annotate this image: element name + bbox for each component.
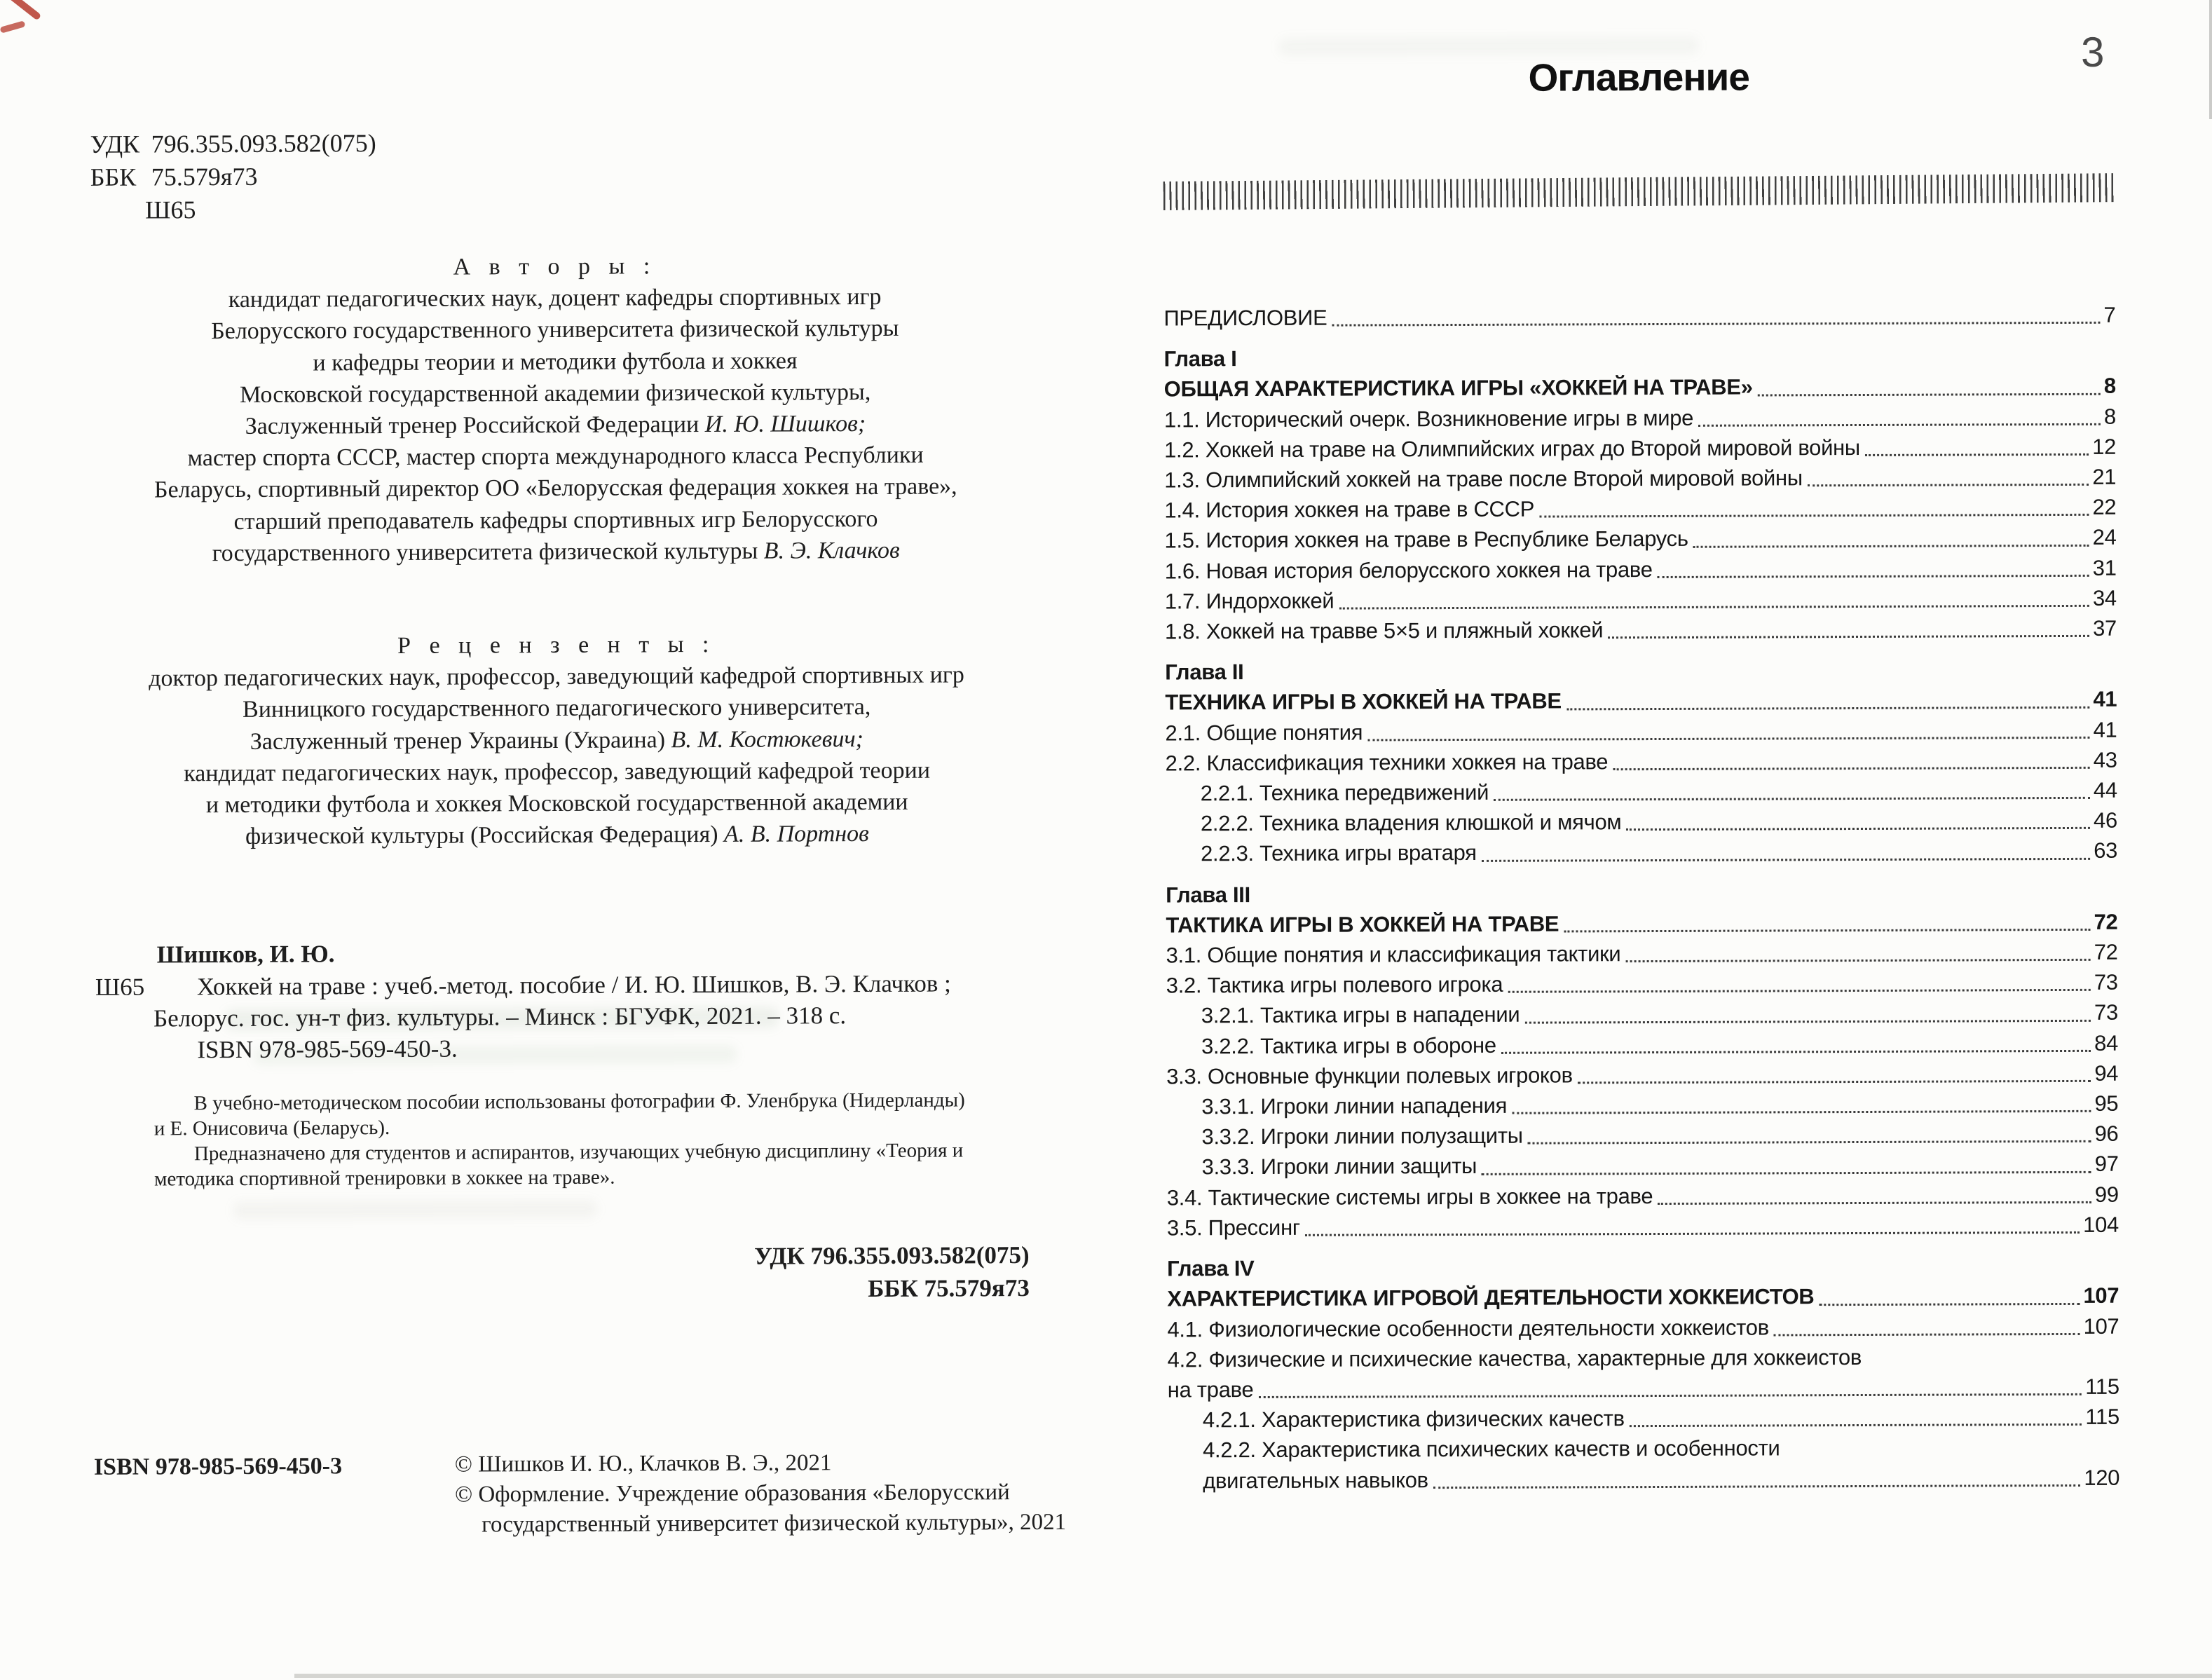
leader-dots	[1501, 1050, 2091, 1054]
toc-entry: 1.4. История хоккея на траве в СССР 22	[1164, 494, 2117, 523]
catalog-codes-top	[90, 127, 377, 227]
toc-title: Оглавление	[1528, 55, 1749, 100]
authors-heading: А в т о р ы :	[453, 253, 657, 280]
leader-dots	[1305, 1231, 2080, 1236]
toc-entry: 2.2.3. Техника игры вратаря 63	[1201, 838, 2118, 866]
toc-entry: двигательных навыков 120	[1203, 1465, 2120, 1493]
leader-dots	[1367, 737, 2089, 742]
catalog-codes-bottom	[754, 1238, 1030, 1306]
author-line: и кафедры теории и методики футбола и хоккея	[313, 348, 798, 376]
leader-dots	[1528, 1140, 2091, 1145]
toc-entry: 1.5. История хоккея на траве в Республике Беларусь 24	[1164, 525, 2117, 553]
udk-value: 796.355.093.582(075)	[151, 129, 376, 158]
citation-author: Шишков, И. Ю.	[156, 940, 335, 969]
citation-code: Ш65	[95, 973, 145, 1001]
bbk-bottom: ББК 75.579я73	[868, 1274, 1030, 1303]
toc-chapter-label: Глава III	[1166, 882, 1250, 908]
copyright-line: © Шишков И. Ю., Клачков В. Э., 2021	[454, 1450, 832, 1477]
leader-dots	[1820, 1302, 2080, 1305]
annotation-line: и Е. Онисовича (Беларусь).	[153, 1116, 390, 1140]
ink-bleed-through	[1278, 36, 1699, 56]
leader-dots	[1865, 453, 2089, 456]
scan-edge-shadow	[2209, 0, 2212, 119]
toc-entry: 3.2.1. Тактика игры в нападении 73	[1201, 1000, 2118, 1028]
toc-entry: 3.2.2. Тактика игры в обороне 84	[1201, 1030, 2119, 1058]
leader-dots	[1482, 1171, 2091, 1175]
toc-entry: 4.2.1. Характеристика физических качеств 115	[1202, 1404, 2119, 1433]
leader-dots	[1524, 1020, 2091, 1024]
toc-entry: 1.7. Индорхоккей 34	[1164, 585, 2117, 614]
leader-dots	[1512, 1110, 2091, 1114]
recto-page	[1103, 0, 2212, 1680]
reviewer-line: Заслуженный тренер Украины (Украина) В. М. Костюкевич;	[250, 725, 864, 755]
leader-dots	[1808, 484, 2089, 486]
author-line: кандидат педагогических наук, доцент кафедры спортивных игр	[228, 284, 882, 313]
reviewers-section	[55, 627, 1058, 854]
toc-entry: 1.6. Новая история белорусского хоккея на траве 31	[1164, 555, 2117, 584]
reviewer-line: физической культуры (Российская Федерация) А. В. Портнов	[245, 821, 869, 850]
authors-section	[53, 249, 1057, 570]
leader-dots	[1774, 1333, 2080, 1337]
toc-entry: ТАКТИКА ИГРЫ В ХОККЕЙ НА ТРАВЕ 72	[1166, 909, 2118, 938]
leader-dots	[1693, 544, 2089, 547]
leader-dots	[1539, 514, 2089, 518]
leader-dots	[1658, 575, 2089, 578]
leader-dots	[1578, 1080, 2091, 1084]
citation-publisher-line: Белорус. гос. ун-т физ. культуры. – Минск : БГУФК, 2021. – 318 с.	[153, 1002, 847, 1032]
toc-entry: ПРЕДИСЛОВИЕ 7	[1163, 302, 2116, 331]
toc-entry: 1.3. Олимпийский хоккей на траве после Второй мировой войны 21	[1164, 464, 2117, 493]
toc-entry: ОБЩАЯ ХАРАКТЕРИСТИКА ИГРЫ «ХОККЕЙ НА ТРАВЕ» 8	[1163, 374, 2116, 402]
toc-content	[1163, 0, 2120, 1493]
leader-dots	[1332, 322, 2100, 327]
copyright-line: © Оформление. Учреждение образования «Белорусский	[455, 1480, 1010, 1508]
leader-dots	[1658, 1201, 2091, 1205]
author-line: мастер спорта СССР, мастер спорта международного класса Республики	[187, 442, 924, 472]
toc-entry-wrap: 4.2. Физические и психические качества, характерные для хоккеистов	[1167, 1344, 1862, 1372]
leader-dots	[1625, 959, 2090, 962]
isbn-footer: ISBN 978-985-569-450-3	[93, 1453, 343, 1480]
annotation-line: Предназначено для студентов и аспирантов, изучающих учебную дисциплину «Теория и	[193, 1139, 964, 1166]
toc-entry: 3.1. Общие понятия и классификация тактики 72	[1166, 939, 2118, 968]
leader-dots	[1564, 929, 2090, 933]
bbk-line	[90, 160, 376, 194]
ink-bleed-through	[233, 1200, 597, 1220]
author-code: Ш65	[144, 196, 196, 224]
bbk-value: 75.579я73	[151, 162, 258, 191]
toc-entry: 3.5. Прессинг 104	[1166, 1212, 2119, 1241]
toc-entry: ХАРАКТЕРИСТИКА ИГРОВОЙ ДЕЯТЕЛЬНОСТИ ХОККЕИСТОВ 107	[1167, 1283, 2119, 1311]
toc-chapter-label: Глава II	[1165, 660, 1244, 685]
leader-dots	[1758, 392, 2101, 396]
reviewers-heading: Р е ц е н з е н т ы :	[397, 631, 716, 659]
leader-dots	[1482, 858, 2090, 862]
annotation-line: В учебно-методическом пособии использованы фотографии Ф. Уленбрука (Нидерланды)	[193, 1088, 965, 1115]
toc-entry: 2.2. Классификация техники хоккея на траве 43	[1165, 747, 2117, 776]
author-line: государственного университета физической культуры В. Э. Клачков	[212, 537, 900, 566]
toc-entry-wrap: 4.2.2. Характеристика психических качеств и особенности	[1202, 1435, 1780, 1463]
leader-dots	[1494, 797, 2090, 801]
author-line: старший преподаватель кафедры спортивных игр Белорусского	[233, 505, 878, 535]
bbk-label: ББК	[90, 163, 137, 191]
author-line: Белорусского государственного университета физической культуры	[211, 315, 899, 345]
toc-entry: 2.2.2. Техника владения клюшкой и мячом 46	[1200, 807, 2117, 836]
reviewer-line: Винницкого государственного педагогического университета,	[243, 694, 871, 723]
toc-entry: 3.3.3. Игроки линии защиты 97	[1201, 1152, 2119, 1180]
annotation-line: методика спортивной тренировки в хоккее на траве».	[154, 1166, 615, 1191]
leader-dots	[1613, 767, 2090, 770]
leader-dots	[1433, 1484, 2081, 1489]
toc-chapter-label: Глава I	[1163, 346, 1237, 371]
table-of-contents	[1163, 300, 2119, 1496]
leader-dots	[1508, 989, 2091, 993]
leader-dots	[1339, 605, 2089, 610]
page-number: 3	[2080, 28, 2105, 76]
toc-entry: 2.2.1. Техника передвижений 44	[1200, 777, 2117, 806]
toc-entry: 2.1. Общие понятия 41	[1165, 717, 2117, 746]
author-line: Московской государственной академии физической культуры,	[239, 378, 871, 408]
toc-entry: 3.3.1. Игроки линии нападения 95	[1201, 1091, 2119, 1119]
toc-entry: 1.1. Исторический очерк. Возникновение игры в мире 8	[1163, 404, 2116, 432]
toc-entry: 4.1. Физиологические особенности деятельности хоккеистов 107	[1167, 1313, 2119, 1341]
toc-entry: 1.8. Хоккей на травве 5×5 и пляжный хоккей 37	[1164, 615, 2117, 644]
toc-entry: 3.3.2. Игроки линии полузащиты 96	[1201, 1121, 2119, 1149]
toc-entry: ТЕХНИКА ИГРЫ В ХОККЕЙ НА ТРАВЕ 41	[1165, 687, 2117, 715]
leader-dots	[1698, 423, 2101, 427]
citation-title-line: Хоккей на траве : учеб.-метод. пособие / И. Ю. Шишков, В. Э. Клачков ;	[196, 969, 951, 1001]
reviewer-line: кандидат педагогических наук, профессор, заведующий кафедрой теории	[184, 757, 931, 787]
leader-dots	[1608, 635, 2089, 638]
toc-chapter-label: Глава IV	[1167, 1256, 1255, 1281]
leader-dots	[1258, 1393, 2082, 1398]
udk-label: УДК	[90, 130, 140, 158]
toc-entry: 3.2. Тактика игры полевого игрока 73	[1166, 969, 2118, 998]
copyright-block	[455, 1447, 1066, 1541]
toc-entry: 3.3. Основные функции полевых игроков 94	[1166, 1060, 2119, 1089]
leader-dots	[1566, 706, 2090, 710]
copyright-line: государственный университет физической культуры», 2021	[482, 1509, 1067, 1538]
author-line: Заслуженный тренер Российской Федерации И. Ю. Шишков;	[245, 411, 866, 439]
udk-bottom: УДК 796.355.093.582(075)	[754, 1241, 1030, 1270]
udk-line	[90, 127, 376, 161]
toc-entry: на траве 115	[1167, 1374, 2119, 1402]
reviewer-line: доктор педагогических наук, профессор, заведующий кафедрой спортивных игр	[149, 662, 964, 692]
toc-entry: 3.4. Тактические системы игры в хоккее на траве 99	[1166, 1182, 2119, 1210]
leader-dots	[1626, 827, 2090, 831]
toc-entry: 1.2. Хоккей на траве на Олимпийских играх до Второй мировой войны 12	[1163, 434, 2117, 463]
author-line: Беларусь, спортивный директор ОО «Белорусская федерация хоккея на траве»,	[153, 473, 957, 503]
barcode-divider	[1163, 173, 2115, 210]
leader-dots	[1630, 1423, 2082, 1427]
reviewer-line: и методики футбола и хоккея Московской государственной академии	[205, 788, 908, 819]
citation-isbn-line: ISBN 978-985-569-450-3.	[197, 1034, 458, 1064]
